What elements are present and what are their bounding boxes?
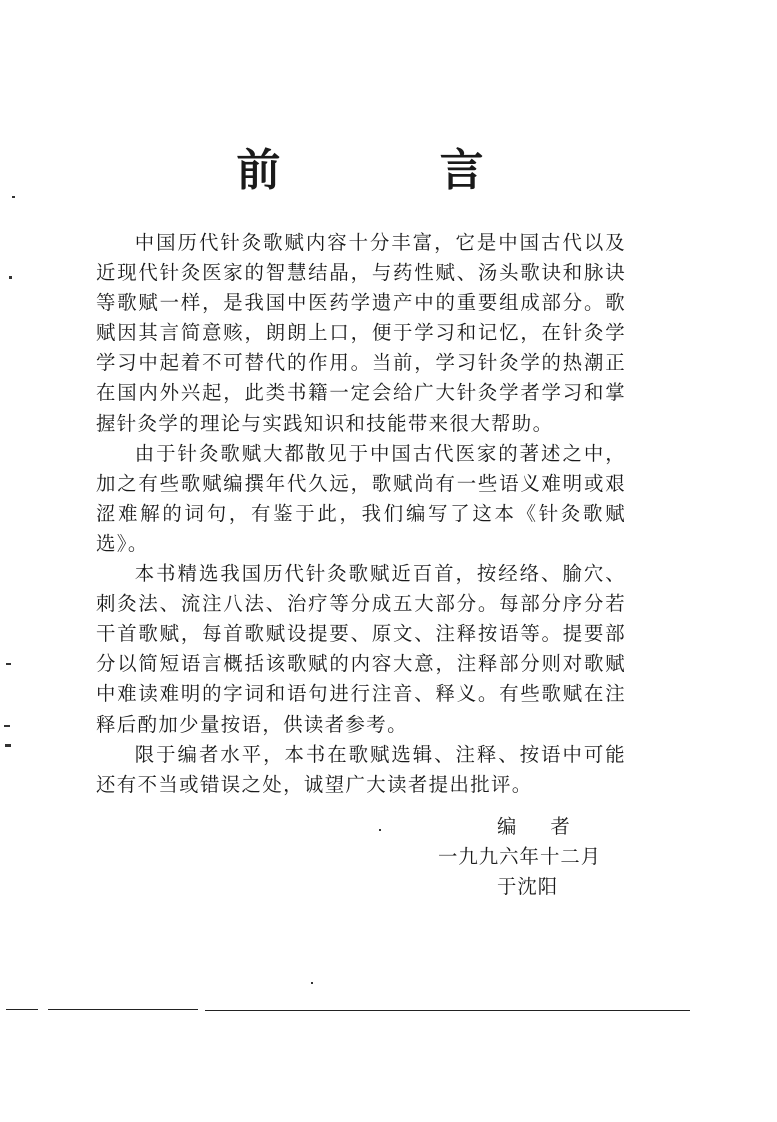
scan-speck: [379, 829, 381, 831]
scan-speck: [12, 196, 15, 198]
paragraph-3: 本书精选我国历代针灸歌赋近百首，按经络、腧穴、刺灸法、流注八法、治疗等分成五大部分。每部分序分若干首歌赋，每首歌赋设提要、原文、注释按语等。提要部分以简短语言概括该歌赋的内容大意，注释部分则对歌赋中难读难明的字词和语句进行注音、释义。有些歌赋在注释后酌加少量按语，供读者参考。: [96, 562, 626, 736]
page-title: 前 言: [236, 145, 556, 196]
scan-speck: [9, 276, 12, 279]
signature-place: 于沈阳: [497, 875, 559, 898]
paragraph-2: 由于针灸歌赋大都散见于中国古代医家的著述之中，加之有些歌赋编撰年代久远，歌赋尚有一些语义难明或艰涩难解的词句，有鉴于此，我们编写了这本《针灸歌赋选》。: [96, 441, 626, 555]
preface-body: [96, 228, 626, 800]
scan-speck: [4, 725, 10, 727]
scan-speck: [6, 663, 11, 665]
signature-author: 编者: [497, 815, 604, 838]
paragraph-1: 中国历代针灸歌赋内容十分丰富，它是中国古代以及近现代针灸医家的智慧结晶，与药性赋、汤头歌诀和脉诀等歌赋一样，是我国中医药学遗产中的重要组成部分。歌赋因其言简意赅，朗朗上口，便于学习和记忆，在针灸学学习中起着不可替代的作用。当前，学习针灸学的热潮正在国内外兴起，此类书籍一定会给广大针灸学者学习和掌握针灸学的理论与实践知识和技能带来很大帮助。: [96, 231, 626, 435]
bottom-rule-mid: [48, 1009, 198, 1010]
signature-date: 一九九六年十二月: [438, 845, 602, 868]
paragraph-4: 限于编者水平，本书在歌赋选辑、注释、按语中可能还有不当或错误之处，诚望广大读者提出批评。: [96, 742, 626, 796]
bottom-rule-left: [6, 1009, 38, 1010]
bottom-rule-right: [205, 1010, 690, 1011]
scan-speck: [5, 744, 11, 747]
scan-speck: [311, 982, 313, 984]
